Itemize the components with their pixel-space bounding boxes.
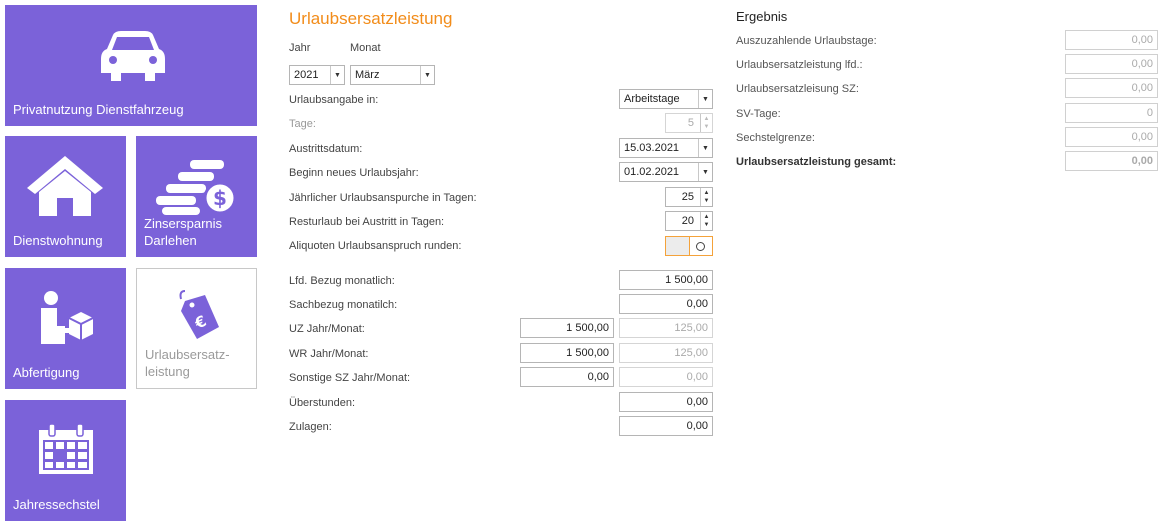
austrittsdatum-picker[interactable] [619, 138, 713, 158]
urlaubsangabe-label: Urlaubsangabe in: [289, 94, 379, 106]
tile-urlaubsersatzleistung[interactable] [136, 268, 257, 389]
zulagen-input[interactable]: 0,00 [619, 416, 713, 436]
lfd-bezug-input[interactable]: 1 500,00 [619, 270, 713, 290]
urlaubsersatzleistung-gesamt-value: 0,00 [1065, 151, 1158, 171]
chevron-down-icon[interactable]: ▼ [420, 66, 434, 84]
stepper-arrows-icon: ▲ ▼ [700, 114, 712, 132]
urlaubsersatzleistung-lfd-label: Urlaubsersatzleistung lfd.: [736, 59, 863, 71]
sonstige-sz-jahr-input[interactable]: 0,00 [520, 367, 614, 387]
jahr-label: Jahr [289, 42, 311, 54]
tile-label-line-2: leistung [145, 364, 190, 379]
sechstelgrenze-value: 0,00 [1065, 127, 1158, 147]
sachbezug-input[interactable]: 0,00 [619, 294, 713, 314]
auszuzahlende-urlaubstage-value: 0,00 [1065, 30, 1158, 50]
circle-icon [696, 242, 705, 251]
sachbezug-label: Sachbezug monatilch: [289, 299, 398, 311]
jaehrlicher-urlaubsanspruch-value: 25 [681, 191, 694, 203]
urlaubsersatzleistung-sz-value: 0,00 [1065, 78, 1158, 98]
stepper-arrows-icon[interactable]: ▲ ▼ [700, 188, 712, 206]
ergebnis-title: Ergebnis [736, 9, 788, 24]
aliquoten-label: Aliquoten Urlaubsanspruch runden: [289, 240, 462, 252]
monat-label: Monat [350, 42, 381, 54]
aliquoten-toggle[interactable] [665, 236, 713, 256]
chevron-down-icon[interactable]: ▼ [698, 163, 712, 181]
tile-label-line-2: Darlehen [144, 233, 197, 248]
tile-jahressechstel[interactable] [5, 400, 126, 521]
tile-label: Privatnutzung Dienstfahrzeug [13, 102, 184, 117]
resturlaub-stepper[interactable] [665, 211, 713, 231]
svg-text:€: € [192, 311, 210, 333]
calendar-icon [37, 424, 95, 479]
tage-label: Tage: [289, 118, 316, 130]
jahr-value: 2021 [294, 69, 319, 81]
stepper-arrows-icon[interactable]: ▲ ▼ [700, 212, 712, 230]
sv-tage-label: SV-Tage: [736, 108, 781, 120]
beginn-urlaubsjahr-picker[interactable] [619, 162, 713, 182]
tile-label: Abfertigung [13, 365, 80, 380]
jahr-select[interactable] [289, 65, 345, 85]
urlaubsangabe-value: Arbeitstage [624, 93, 680, 105]
tile-label-line-1: Zinsersparnis [144, 216, 223, 231]
chevron-down-icon[interactable]: ▼ [698, 139, 712, 157]
ueberstunden-label: Überstunden: [289, 397, 356, 409]
uz-label: UZ Jahr/Monat: [289, 323, 365, 335]
urlaubsersatzleistung-lfd-value: 0,00 [1065, 54, 1158, 74]
zulagen-label: Zulagen: [289, 421, 332, 433]
tile-privatnutzung-dienstfahrzeug[interactable] [5, 5, 257, 126]
beginn-urlaubsjahr-label: Beginn neues Urlaubsjahr: [289, 167, 419, 179]
sv-tage-value: 0 [1065, 103, 1158, 123]
tage-value: 5 [687, 117, 694, 129]
wr-label: WR Jahr/Monat: [289, 348, 369, 360]
monat-value: März [355, 69, 380, 81]
tile-dienstwohnung[interactable] [5, 136, 126, 257]
chevron-down-icon[interactable]: ▼ [698, 90, 712, 108]
euro-tag-icon [175, 287, 221, 344]
coins-dollar-icon [154, 158, 240, 219]
tile-label [144, 215, 222, 249]
wr-monat-value: 125,00 [619, 343, 713, 363]
person-box-icon [39, 290, 95, 349]
car-icon [99, 29, 167, 88]
austrittsdatum-label: Austrittsdatum: [289, 143, 363, 155]
page-title: Urlaubsersatzleistung [289, 9, 453, 28]
tile-zinsersparnis-darlehen[interactable] [136, 136, 257, 257]
beginn-urlaubsjahr-value: 01.02.2021 [624, 166, 680, 178]
tile-abfertigung[interactable] [5, 268, 126, 389]
sonstige-sz-monat-value: 0,00 [619, 367, 713, 387]
tage-stepper [665, 113, 713, 133]
svg-text:$: $ [213, 186, 227, 210]
uz-jahr-input[interactable]: 1 500,00 [520, 318, 614, 338]
urlaubsersatzleistung-gesamt-label: Urlaubsersatzleistung gesamt: [736, 156, 897, 168]
jaehrlicher-urlaubsanspruch-stepper[interactable] [665, 187, 713, 207]
house-icon [25, 154, 105, 221]
austrittsdatum-value: 15.03.2021 [624, 142, 680, 154]
tile-label: Jahressechstel [13, 497, 100, 512]
tile-label: Dienstwohnung [13, 233, 103, 248]
uz-monat-value: 125,00 [619, 318, 713, 338]
sechstelgrenze-label: Sechstelgrenze: [736, 132, 815, 144]
urlaubsersatzleistung-sz-label: Urlaubsersatzleisung SZ: [736, 83, 859, 95]
resturlaub-label: Resturlaub bei Austritt in Tagen: [289, 216, 445, 228]
auszuzahlende-urlaubstage-label: Auszuzahlende Urlaubstage: [736, 35, 877, 47]
toggle-track [666, 237, 689, 255]
toggle-knob [689, 237, 712, 255]
tile-label [145, 346, 230, 380]
sonstige-sz-label: Sonstige SZ Jahr/Monat: [289, 372, 411, 384]
jaehrlicher-urlaubsanspruch-label: Jährlicher Urlaubsanspurche in Tagen: [289, 192, 477, 204]
chevron-down-icon[interactable]: ▼ [330, 66, 344, 84]
resturlaub-value: 20 [681, 215, 694, 227]
lfd-bezug-label: Lfd. Bezug monatlich: [289, 275, 395, 287]
wr-jahr-input[interactable]: 1 500,00 [520, 343, 614, 363]
monat-select[interactable] [350, 65, 435, 85]
urlaubsangabe-select[interactable] [619, 89, 713, 109]
tile-label-line-1: Urlaubsersatz- [145, 347, 230, 362]
ueberstunden-input[interactable]: 0,00 [619, 392, 713, 412]
